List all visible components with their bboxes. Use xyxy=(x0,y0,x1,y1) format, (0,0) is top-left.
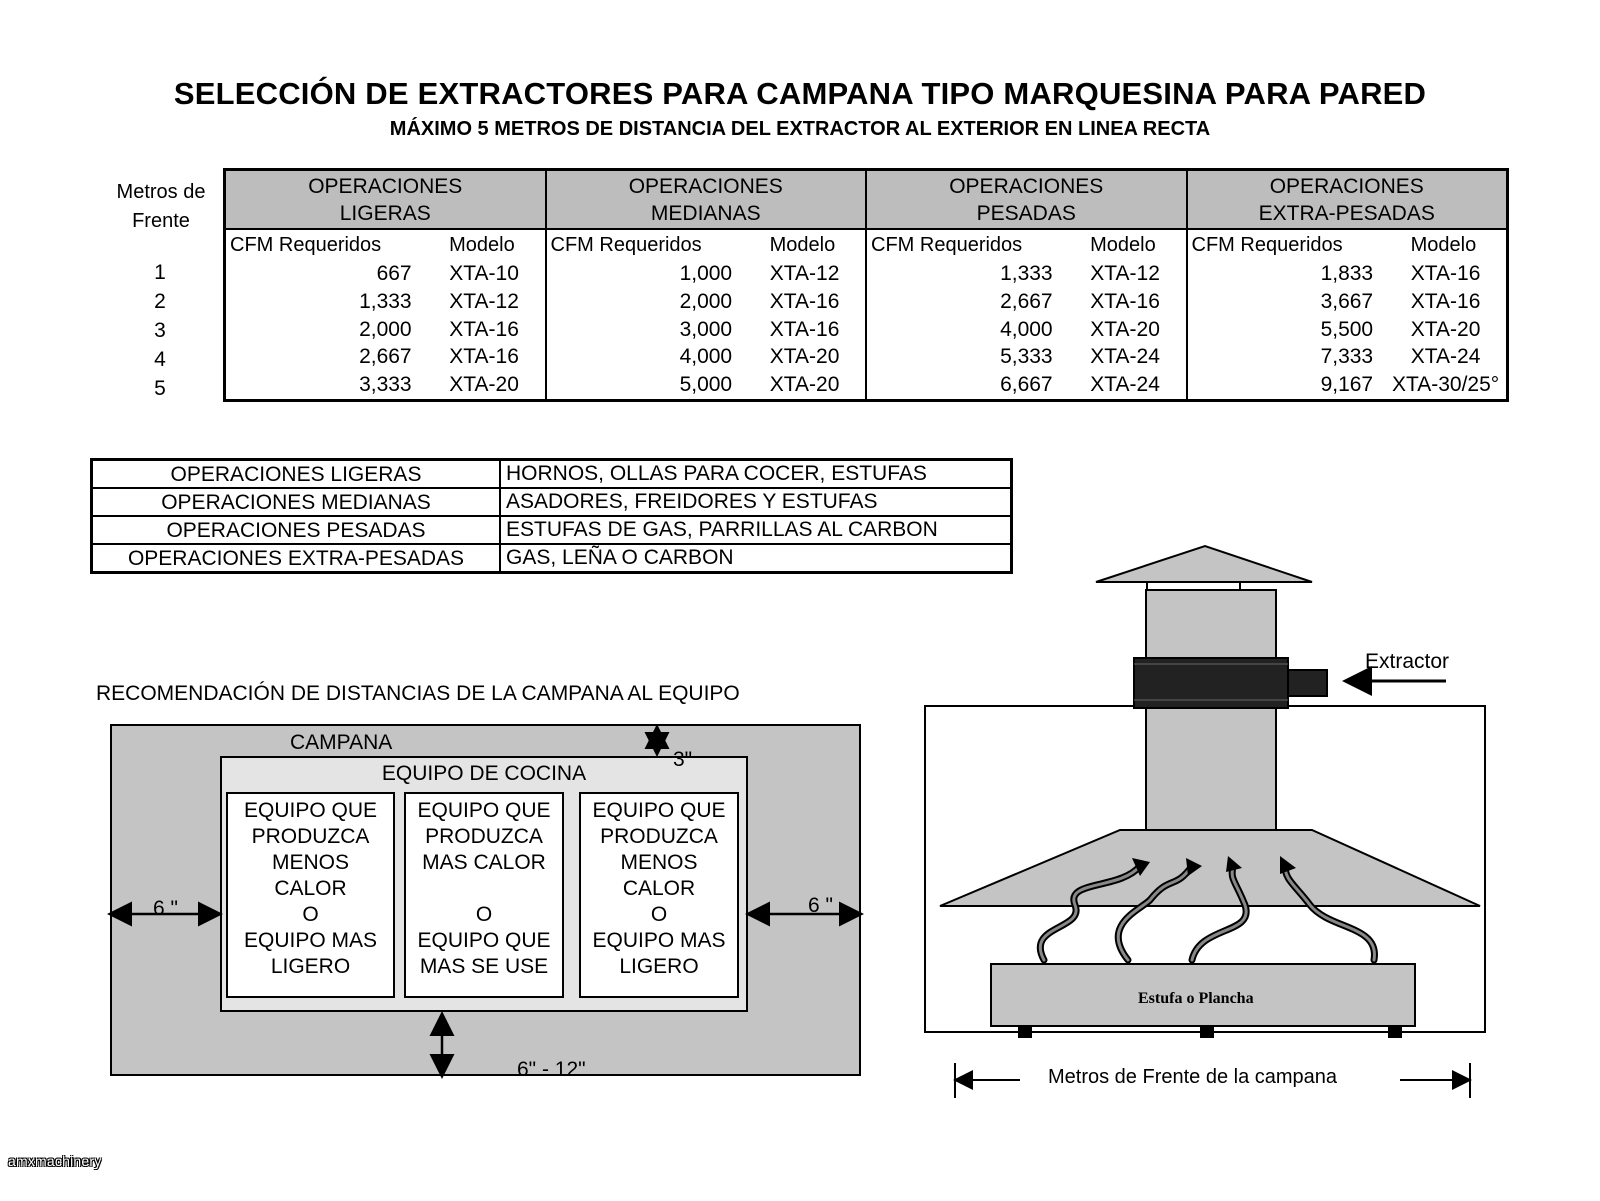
model-value: XTA-16 xyxy=(1090,289,1160,313)
cfm-value: 5,500 xyxy=(1320,317,1374,341)
row-number: 2 xyxy=(154,290,166,313)
equipment-text-line: PRODUZCA xyxy=(600,825,718,848)
equipment-text-line: PRODUZCA xyxy=(251,825,370,848)
cfm-value: 667 xyxy=(376,262,412,286)
dim-bottom-label: 6" - 12" xyxy=(517,1058,586,1081)
extractor-label: Extractor xyxy=(1365,650,1450,673)
equipment-text-line: LIGERO xyxy=(619,955,699,978)
equipment-text-line: CALOR xyxy=(622,877,696,900)
equipment-text-line: EQUIPO QUE xyxy=(417,929,551,952)
model-value: XTA-12 xyxy=(769,262,840,286)
equipment-text-line: PRODUZCA xyxy=(425,825,543,848)
model-value: XTA-30/25° xyxy=(1391,373,1500,397)
ops-category: OPERACIONES LIGERAS xyxy=(93,461,501,487)
equipment-text-line: EQUIPO MAS xyxy=(243,929,378,952)
row-number: 4 xyxy=(154,348,166,371)
row-number: 1 xyxy=(154,261,166,284)
hood xyxy=(940,830,1480,906)
model-value: XTA-12 xyxy=(449,289,519,313)
ops-description: ASADORES, FREIDORES Y ESTUFAS xyxy=(506,490,878,513)
cfm-header: CFM Requeridos xyxy=(550,233,702,256)
equipment-text-line: O xyxy=(650,903,668,926)
watermark: amxmachinery xyxy=(8,1153,102,1169)
operation-header-line-1: OPERACIONES xyxy=(308,174,463,198)
model-value: XTA-20 xyxy=(1410,317,1481,341)
cfm-value: 1,833 xyxy=(1320,262,1374,286)
model-value: XTA-10 xyxy=(449,262,519,286)
row-number: 5 xyxy=(154,377,166,400)
dim-top-label: 3" xyxy=(673,748,693,771)
model-value: XTA-20 xyxy=(769,373,840,397)
model-value: XTA-16 xyxy=(449,345,519,369)
cfm-value: 5,000 xyxy=(679,373,733,397)
campana-label: CAMPANA xyxy=(290,731,393,754)
model-value: XTA-20 xyxy=(449,373,519,397)
equipment-text-line: EQUIPO QUE xyxy=(417,799,551,822)
ops-description: GAS, LEÑA O CARBON xyxy=(506,546,734,569)
cfm-value: 6,667 xyxy=(1000,373,1053,397)
equipment-text-line: EQUIPO QUE xyxy=(243,799,378,822)
cfm-value: 2,000 xyxy=(679,289,733,313)
cfm-value: 4,000 xyxy=(1000,317,1053,341)
model-header: Modelo xyxy=(449,233,515,256)
cfm-value: 1,333 xyxy=(1000,262,1053,286)
model-header: Modelo xyxy=(1090,233,1156,256)
operation-header-line-1: OPERACIONES xyxy=(628,174,783,198)
model-value: XTA-16 xyxy=(769,289,840,313)
operation-header-line-2: LIGERAS xyxy=(339,201,431,225)
model-header: Modelo xyxy=(1410,233,1477,256)
equipment-text-line: MAS SE USE xyxy=(419,955,549,978)
equipment-text-line: CALOR xyxy=(274,877,347,900)
cfm-value: 3,667 xyxy=(1320,289,1374,313)
recommendation-title: RECOMENDACIÓN DE DISTANCIAS DE LA CAMPANA AL EQUIPO xyxy=(96,682,740,705)
stove-label: Estufa o Plancha xyxy=(1138,990,1254,1007)
equipment-text-line: EQUIPO MAS xyxy=(592,929,726,952)
operation-header-line-1: OPERACIONES xyxy=(1269,174,1424,198)
model-value: XTA-20 xyxy=(769,345,840,369)
cfm-value: 7,333 xyxy=(1320,345,1374,369)
model-value: XTA-12 xyxy=(1090,262,1160,286)
model-value: XTA-24 xyxy=(1410,345,1481,369)
cfm-value: 2,000 xyxy=(359,317,412,341)
ops-category: OPERACIONES MEDIANAS xyxy=(93,489,501,515)
page-subtitle: MÁXIMO 5 METROS DE DISTANCIA DEL EXTRACTOR AL EXTERIOR EN LINEA RECTA xyxy=(389,118,1211,140)
ops-description: ESTUFAS DE GAS, PARRILLAS AL CARBON xyxy=(506,518,938,541)
cfm-value: 1,333 xyxy=(359,289,412,313)
ops-description: HORNOS, OLLAS PARA COCER, ESTUFAS xyxy=(506,462,927,485)
equipment-text-line: MAS CALOR xyxy=(422,851,546,874)
row-number: 3 xyxy=(154,319,166,342)
duct xyxy=(1146,590,1276,834)
model-value: XTA-20 xyxy=(1090,317,1160,341)
operation-header-line-1: OPERACIONES xyxy=(949,174,1104,198)
cfm-value: 2,667 xyxy=(359,345,412,369)
equipment-text-line: EQUIPO QUE xyxy=(592,799,726,822)
cfm-header: CFM Requeridos xyxy=(230,233,382,256)
model-value: XTA-16 xyxy=(769,317,840,341)
cfm-header: CFM Requeridos xyxy=(871,233,1023,256)
cfm-value: 4,000 xyxy=(679,345,733,369)
equipment-text-line: MENOS xyxy=(271,851,349,874)
equipment-text-line: MENOS xyxy=(620,851,698,874)
model-header: Modelo xyxy=(769,233,836,256)
model-value: XTA-24 xyxy=(1090,345,1160,369)
dim-right-label: 6 " xyxy=(808,894,833,917)
equipment-text-line: O xyxy=(475,903,493,926)
operation-header-line-2: PESADAS xyxy=(976,201,1076,225)
model-value: XTA-16 xyxy=(1410,289,1481,313)
operation-header-line-2: EXTRA-PESADAS xyxy=(1258,201,1435,225)
model-value: XTA-16 xyxy=(1410,262,1481,286)
metros-label-line-2: Frente xyxy=(132,210,190,232)
metros-frente-label: Metros de Frente de la campana xyxy=(1048,1066,1338,1088)
equipment-text-line: LIGERO xyxy=(270,955,351,978)
equipment-text-line: O xyxy=(302,903,319,926)
ops-category: OPERACIONES EXTRA-PESADAS xyxy=(93,545,501,573)
cfm-value: 3,333 xyxy=(359,373,412,397)
cfm-header: CFM Requeridos xyxy=(1191,233,1343,256)
chimney-cap xyxy=(1096,546,1312,582)
cfm-value: 5,333 xyxy=(1000,345,1053,369)
dim-left-label: 6 " xyxy=(153,897,178,920)
cfm-value: 9,167 xyxy=(1320,373,1374,397)
model-value: XTA-24 xyxy=(1090,373,1160,397)
operation-header-line-2: MEDIANAS xyxy=(650,201,761,225)
cfm-value: 2,667 xyxy=(1000,289,1053,313)
cfm-value: 1,000 xyxy=(679,262,733,286)
cfm-value: 3,000 xyxy=(679,317,733,341)
ops-category: OPERACIONES PESADAS xyxy=(93,517,501,543)
page-title: SELECCIÓN DE EXTRACTORES PARA CAMPANA TIPO MARQUESINA PARA PARED xyxy=(173,76,1427,111)
metros-label-line-1: Metros de xyxy=(116,181,206,203)
equipo-de-cocina-label: EQUIPO DE COCINA xyxy=(381,762,587,785)
model-value: XTA-16 xyxy=(449,317,519,341)
